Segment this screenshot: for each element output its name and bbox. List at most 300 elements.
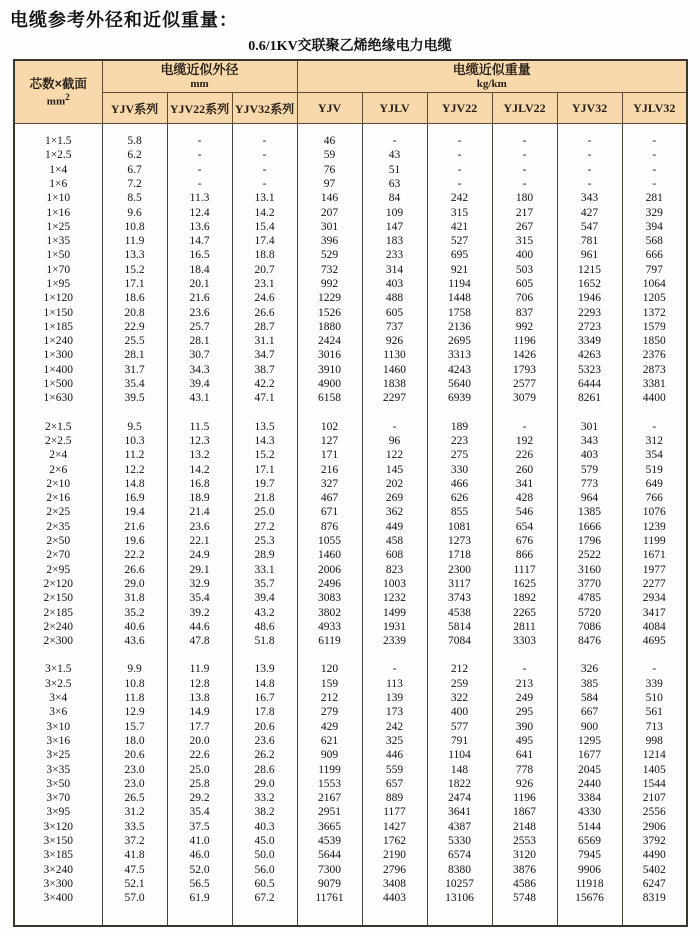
value-cell: 26.2	[232, 748, 297, 762]
table-row	[14, 791, 687, 805]
value-cell: 667	[557, 705, 622, 719]
value-cell: 11.8	[102, 691, 167, 705]
value-cell: 39.2	[167, 606, 232, 620]
value-cell: 5402	[622, 863, 687, 877]
value-cell: 4933	[297, 620, 362, 634]
value-cell: 29.0	[102, 577, 167, 591]
spec-cell: 2×185	[14, 606, 102, 620]
spacer-cell	[622, 124, 687, 135]
table-row	[14, 520, 687, 534]
column-header-row	[14, 93, 687, 124]
corner-header-cell	[14, 60, 102, 124]
value-cell: 56.0	[232, 863, 297, 877]
value-cell: -	[232, 134, 297, 148]
spacer-cell	[297, 648, 362, 662]
value-cell: 961	[557, 248, 622, 262]
value-cell: 1850	[622, 334, 687, 348]
value-cell: 28.1	[167, 334, 232, 348]
spacer-cell	[492, 905, 557, 926]
value-cell: 1215	[557, 263, 622, 277]
value-cell: 1229	[297, 291, 362, 305]
value-cell: -	[427, 148, 492, 162]
value-cell: 26.5	[102, 791, 167, 805]
value-cell: 13.6	[167, 220, 232, 234]
table-row	[14, 734, 687, 748]
value-cell: 341	[492, 477, 557, 491]
spec-cell: 2×2.5	[14, 434, 102, 448]
value-cell: 8476	[557, 634, 622, 648]
value-cell: 11.9	[167, 662, 232, 676]
value-cell: 17.7	[167, 720, 232, 734]
value-cell: 837	[492, 306, 557, 320]
value-cell: 14.3	[232, 434, 297, 448]
value-cell: 3876	[492, 863, 557, 877]
value-cell: 12.9	[102, 705, 167, 719]
value-cell: 120	[297, 662, 362, 676]
value-cell: 3770	[557, 577, 622, 591]
value-cell: 466	[427, 477, 492, 491]
value-cell: 145	[362, 463, 427, 477]
spec-cell: 3×240	[14, 863, 102, 877]
value-cell: 1426	[492, 348, 557, 362]
value-cell: 1499	[362, 606, 427, 620]
value-cell: 1553	[297, 777, 362, 791]
value-cell: 421	[427, 220, 492, 234]
table-row	[14, 620, 687, 634]
spec-cell: 3×4	[14, 691, 102, 705]
spacer-cell	[622, 905, 687, 926]
value-cell: 45.0	[232, 834, 297, 848]
value-cell: 1385	[557, 505, 622, 519]
value-cell: 4400	[622, 391, 687, 405]
value-cell: 1946	[557, 291, 622, 305]
table-row	[14, 291, 687, 305]
value-cell: 57.0	[102, 891, 167, 905]
value-cell: 63	[362, 177, 427, 191]
value-cell: 42.2	[232, 377, 297, 391]
value-cell: 43.6	[102, 634, 167, 648]
value-cell: 41.8	[102, 848, 167, 862]
value-cell: 17.1	[102, 277, 167, 291]
table-row	[14, 448, 687, 462]
value-cell: 2339	[362, 634, 427, 648]
table-row	[14, 134, 687, 148]
value-cell: -	[167, 163, 232, 177]
value-cell: 1822	[427, 777, 492, 791]
value-cell: 312	[622, 434, 687, 448]
table-row	[14, 334, 687, 348]
value-cell: 26.6	[102, 563, 167, 577]
value-cell: 488	[362, 291, 427, 305]
table-row	[14, 420, 687, 434]
value-cell: 19.7	[232, 477, 297, 491]
value-cell: 649	[622, 477, 687, 491]
value-cell: -	[427, 177, 492, 191]
value-cell: 608	[362, 548, 427, 562]
value-cell: 5323	[557, 363, 622, 377]
value-cell: 13.2	[167, 448, 232, 462]
value-cell: 61.9	[167, 891, 232, 905]
value-cell: 339	[622, 677, 687, 691]
value-cell: 29.0	[232, 777, 297, 791]
value-cell: 17.4	[232, 234, 297, 248]
value-cell: 1064	[622, 277, 687, 291]
spec-cell: 1×70	[14, 263, 102, 277]
value-cell: 10.8	[102, 220, 167, 234]
table-row	[14, 377, 687, 391]
spec-cell: 2×16	[14, 491, 102, 505]
value-cell: 13.5	[232, 420, 297, 434]
value-cell: 146	[297, 191, 362, 205]
spec-cell: 2×50	[14, 534, 102, 548]
value-cell: 1081	[427, 520, 492, 534]
value-cell: 18.6	[102, 291, 167, 305]
value-cell: 3802	[297, 606, 362, 620]
value-cell: -	[622, 148, 687, 162]
value-cell: 25.5	[102, 334, 167, 348]
value-cell: 5748	[492, 891, 557, 905]
spec-cell: 1×50	[14, 248, 102, 262]
value-cell: 1295	[557, 734, 622, 748]
table-row	[14, 434, 687, 448]
value-cell: 23.1	[232, 277, 297, 291]
spacer-cell	[232, 648, 297, 662]
table-row	[14, 805, 687, 819]
table-row	[14, 534, 687, 548]
value-cell: 20.8	[102, 306, 167, 320]
value-cell: 10.8	[102, 677, 167, 691]
value-cell: 96	[362, 434, 427, 448]
weight-group-header	[297, 60, 687, 93]
value-cell: 281	[622, 191, 687, 205]
value-cell: 14.9	[167, 705, 232, 719]
spec-cell: 1×300	[14, 348, 102, 362]
value-cell: 1104	[427, 748, 492, 762]
value-cell: 561	[622, 705, 687, 719]
value-cell: 1196	[492, 334, 557, 348]
spacer-cell	[622, 648, 687, 662]
value-cell: 13106	[427, 891, 492, 905]
value-cell: 362	[362, 505, 427, 519]
table-row	[14, 834, 687, 848]
spacer-row	[14, 124, 687, 135]
table-body	[14, 124, 687, 927]
group-header-row	[14, 60, 687, 93]
spec-cell: 2×10	[14, 477, 102, 491]
value-cell: 223	[427, 434, 492, 448]
spacer-cell	[492, 406, 557, 420]
table-row	[14, 306, 687, 320]
table-row	[14, 820, 687, 834]
spec-cell: 1×10	[14, 191, 102, 205]
spacer-cell	[362, 124, 427, 135]
value-cell: 173	[362, 705, 427, 719]
value-cell: 22.2	[102, 548, 167, 562]
value-cell: 260	[492, 463, 557, 477]
value-cell: 41.0	[167, 834, 232, 848]
value-cell: -	[427, 134, 492, 148]
value-cell: 9906	[557, 863, 622, 877]
spec-cell: 2×1.5	[14, 420, 102, 434]
value-cell: 657	[362, 777, 427, 791]
value-cell: 32.9	[167, 577, 232, 591]
table-row	[14, 891, 687, 905]
spec-cell: 3×10	[14, 720, 102, 734]
spacer-cell	[297, 406, 362, 420]
value-cell: 67.2	[232, 891, 297, 905]
value-cell: 301	[557, 420, 622, 434]
value-cell: -	[167, 148, 232, 162]
table-row	[14, 691, 687, 705]
value-cell: 2148	[492, 820, 557, 834]
value-cell: 51.8	[232, 634, 297, 648]
value-cell: 29.1	[167, 563, 232, 577]
spec-cell: 2×120	[14, 577, 102, 591]
value-cell: -	[557, 163, 622, 177]
value-cell: 212	[427, 662, 492, 676]
value-cell: 3665	[297, 820, 362, 834]
value-cell: 641	[492, 748, 557, 762]
value-cell: 732	[297, 263, 362, 277]
value-cell: 449	[362, 520, 427, 534]
value-cell: 44.6	[167, 620, 232, 634]
value-cell: 16.8	[167, 477, 232, 491]
value-cell: 2951	[297, 805, 362, 819]
value-cell: 39.5	[102, 391, 167, 405]
value-cell: 823	[362, 563, 427, 577]
value-cell: -	[622, 134, 687, 148]
value-cell: 2796	[362, 863, 427, 877]
value-cell: 33.1	[232, 563, 297, 577]
value-cell: 3016	[297, 348, 362, 362]
value-cell: 2695	[427, 334, 492, 348]
value-cell: 35.4	[102, 377, 167, 391]
value-cell: 8380	[427, 863, 492, 877]
value-cell: -	[622, 177, 687, 191]
value-cell: 1880	[297, 320, 362, 334]
value-cell: 4695	[622, 634, 687, 648]
value-cell: 706	[492, 291, 557, 305]
value-cell: 889	[362, 791, 427, 805]
value-cell: -	[492, 177, 557, 191]
value-cell: 23.0	[102, 777, 167, 791]
value-cell: 33.2	[232, 791, 297, 805]
value-cell: 1460	[297, 548, 362, 562]
value-cell: 23.6	[167, 520, 232, 534]
spec-cell: 3×25	[14, 748, 102, 762]
value-cell: 242	[427, 191, 492, 205]
value-cell: 84	[362, 191, 427, 205]
value-cell: 354	[622, 448, 687, 462]
value-cell: 16.5	[167, 248, 232, 262]
value-cell: 394	[622, 220, 687, 234]
value-cell: 56.5	[167, 877, 232, 891]
value-cell: 2045	[557, 763, 622, 777]
table-row	[14, 320, 687, 334]
value-cell: -	[362, 134, 427, 148]
value-cell: 343	[557, 434, 622, 448]
value-cell: 192	[492, 434, 557, 448]
spacer-cell	[232, 406, 297, 420]
table-row	[14, 677, 687, 691]
value-cell: 2136	[427, 320, 492, 334]
value-cell: 23.6	[167, 306, 232, 320]
value-cell: 37.5	[167, 820, 232, 834]
value-cell: 31.2	[102, 805, 167, 819]
table-row	[14, 877, 687, 891]
value-cell: 6.7	[102, 163, 167, 177]
table-row	[14, 163, 687, 177]
value-cell: 1177	[362, 805, 427, 819]
table-row	[14, 748, 687, 762]
value-cell: 212	[297, 691, 362, 705]
value-cell: 1796	[557, 534, 622, 548]
value-cell: 35.7	[232, 577, 297, 591]
value-cell: 14.7	[167, 234, 232, 248]
value-cell: 992	[297, 277, 362, 291]
value-cell: 3910	[297, 363, 362, 377]
value-cell: 4490	[622, 848, 687, 862]
value-cell: 43	[362, 148, 427, 162]
value-cell: 5720	[557, 606, 622, 620]
value-cell: 3641	[427, 805, 492, 819]
value-cell: 1003	[362, 577, 427, 591]
value-cell: 458	[362, 534, 427, 548]
value-cell: 5640	[427, 377, 492, 391]
value-cell: 2811	[492, 620, 557, 634]
value-cell: 12.8	[167, 677, 232, 691]
table-row	[14, 234, 687, 248]
value-cell: 773	[557, 477, 622, 491]
spec-cell: 3×400	[14, 891, 102, 905]
value-cell: 35.2	[102, 606, 167, 620]
value-cell: 10257	[427, 877, 492, 891]
value-cell: 60.5	[232, 877, 297, 891]
value-cell: 13.1	[232, 191, 297, 205]
value-cell: 1194	[427, 277, 492, 291]
value-cell: -	[232, 177, 297, 191]
spec-cell: 3×50	[14, 777, 102, 791]
value-cell: 51	[362, 163, 427, 177]
table-row	[14, 463, 687, 477]
value-cell: 2556	[622, 805, 687, 819]
value-cell: 233	[362, 248, 427, 262]
table-row	[14, 705, 687, 719]
corner-unit-base: mm	[46, 95, 66, 108]
table-row	[14, 348, 687, 362]
value-cell: 14.8	[102, 477, 167, 491]
value-cell: 15.4	[232, 220, 297, 234]
column-header-yjlv22: YJLV22	[492, 93, 557, 124]
value-cell: 876	[297, 520, 362, 534]
value-cell: 2277	[622, 577, 687, 591]
value-cell: 2376	[622, 348, 687, 362]
value-cell: 2440	[557, 777, 622, 791]
value-cell: 329	[622, 206, 687, 220]
value-cell: 495	[492, 734, 557, 748]
spacer-cell	[102, 124, 167, 135]
value-cell: 20.1	[167, 277, 232, 291]
value-cell: 992	[492, 320, 557, 334]
value-cell: 269	[362, 491, 427, 505]
value-cell: 7084	[427, 634, 492, 648]
value-cell: 50.0	[232, 848, 297, 862]
value-cell: 7300	[297, 863, 362, 877]
column-header-yjv32-series: YJV32系列	[232, 93, 297, 124]
value-cell: 12.2	[102, 463, 167, 477]
value-cell: 279	[297, 705, 362, 719]
value-cell: 3743	[427, 591, 492, 605]
value-cell: 38.7	[232, 363, 297, 377]
table-row	[14, 720, 687, 734]
value-cell: 15676	[557, 891, 622, 905]
value-cell: 47.5	[102, 863, 167, 877]
value-cell: 31.1	[232, 334, 297, 348]
value-cell: 48.6	[232, 620, 297, 634]
value-cell: 695	[427, 248, 492, 262]
value-cell: 8261	[557, 391, 622, 405]
value-cell: 1758	[427, 306, 492, 320]
value-cell: 1652	[557, 277, 622, 291]
value-cell: 25.0	[167, 763, 232, 777]
value-cell: 3160	[557, 563, 622, 577]
value-cell: 23.6	[232, 734, 297, 748]
table-row	[14, 662, 687, 676]
value-cell: 6574	[427, 848, 492, 862]
value-cell: 46	[297, 134, 362, 148]
value-cell: 2190	[362, 848, 427, 862]
spacer-cell	[14, 905, 102, 926]
value-cell: 97	[297, 177, 362, 191]
value-cell: 15.2	[102, 263, 167, 277]
corner-unit	[15, 92, 102, 108]
table-row	[14, 477, 687, 491]
value-cell: 40.6	[102, 620, 167, 634]
spec-cell: 3×185	[14, 848, 102, 862]
table-row	[14, 191, 687, 205]
value-cell: 4263	[557, 348, 622, 362]
value-cell: 22.9	[102, 320, 167, 334]
value-cell: 5330	[427, 834, 492, 848]
value-cell: 1405	[622, 763, 687, 777]
value-cell: 3120	[492, 848, 557, 862]
value-cell: 2496	[297, 577, 362, 591]
spec-cell: 1×150	[14, 306, 102, 320]
value-cell: 27.2	[232, 520, 297, 534]
spec-cell: 2×70	[14, 548, 102, 562]
value-cell: 1205	[622, 291, 687, 305]
value-cell: 766	[622, 491, 687, 505]
value-cell: 34.3	[167, 363, 232, 377]
value-cell: 10.3	[102, 434, 167, 448]
table-row	[14, 591, 687, 605]
value-cell: 8319	[622, 891, 687, 905]
value-cell: 25.0	[232, 505, 297, 519]
value-cell: 322	[427, 691, 492, 705]
value-cell: 314	[362, 263, 427, 277]
value-cell: 7945	[557, 848, 622, 862]
value-cell: 76	[297, 163, 362, 177]
value-cell: 6.2	[102, 148, 167, 162]
spec-cell: 1×630	[14, 391, 102, 405]
value-cell: 5144	[557, 820, 622, 834]
spec-cell: 1×400	[14, 363, 102, 377]
value-cell: 4900	[297, 377, 362, 391]
value-cell: 13.8	[167, 691, 232, 705]
value-cell: 21.8	[232, 491, 297, 505]
spec-cell: 2×300	[14, 634, 102, 648]
value-cell: 1718	[427, 548, 492, 562]
